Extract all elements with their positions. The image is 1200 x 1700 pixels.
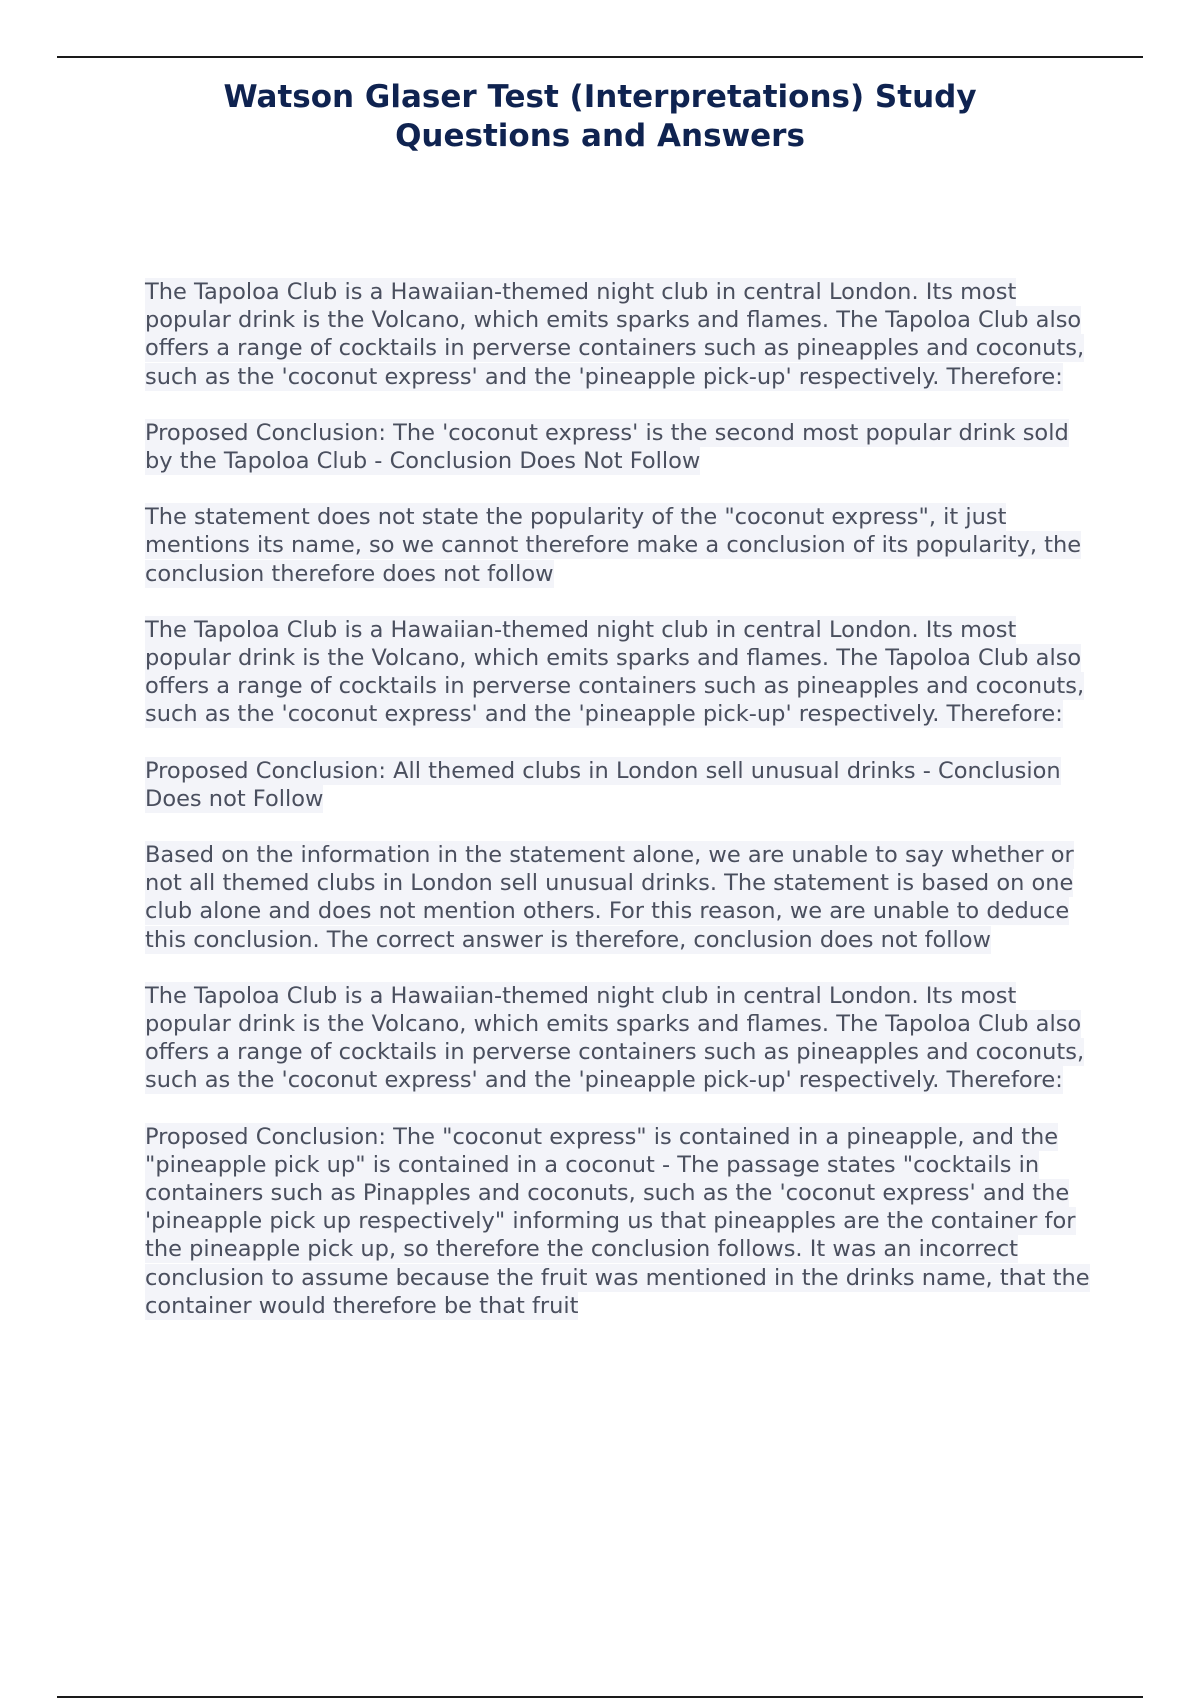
paragraph-text: The Tapoloa Club is a Hawaiian-themed night club in central London. Its most popular drink is the Volcano, which emits sparks and flames. The Tapoloa Club also offers a range of cocktails in perverse containers such as pineapples and coconuts, such as the 'coconut express' and the 'pineapple pick-up' respectively. Therefore: [145,279,1085,390]
paragraph-statement-2 [145,616,1095,729]
paragraph-statement-3 [145,982,1095,1095]
header-rule [57,56,1143,58]
paragraph-explanation-1 [145,503,1095,588]
paragraph-text: Proposed Conclusion: The 'coconut express' is the second most popular drink sold by the Tapoloa Club - Conclusion Does Not Follow [145,419,1069,475]
document-body [145,278,1095,1348]
paragraph-explanation-2 [145,841,1095,954]
document-title: Watson Glaser Test (Interpretations) Study Questions and Answers [223,79,977,154]
footer-rule [57,1696,1143,1698]
paragraph-conclusion-2 [145,757,1095,813]
paragraph-text: Proposed Conclusion: All themed clubs in London sell unusual drinks - Conclusion Does not Follow [145,757,1061,812]
paragraph-text: The statement does not state the popularity of the "coconut express", it just mentions its name, so we cannot therefore make a conclusion of its popularity, the conclusion therefore does not follow [145,504,1082,587]
paragraph-conclusion-3 [145,1123,1095,1320]
paragraph-text: Based on the information in the statement alone, we are unable to say whether or not all themed clubs in London sell unusual drinks. The statement is based on one club alone and does not mention others. For this reason, we are unable to deduce this conclusion. The correct answer is therefore, conclusion does not follow [145,842,1074,953]
paragraph-conclusion-1 [145,419,1095,475]
paragraph-text: The Tapoloa Club is a Hawaiian-themed night club in central London. Its most popular drink is the Volcano, which emits sparks and flames. The Tapoloa Club also offers a range of cocktails in perverse containers such as pineapples and coconuts, such as the 'coconut express' and the 'pineapple pick-up' respectively. Therefore: [145,982,1085,1094]
paragraph-statement-1 [145,278,1095,391]
paragraph-text: Proposed Conclusion: The "coconut express" is contained in a pineapple, and the "pineapple pick up" is contained in a coconut - The passage states "cocktails in containers such as Pinapples and coconuts, such as the 'coconut express' and the 'pineapple pick up respectively" informing us that pineapples are the container for the pineapple pick up, so therefore the conclusion follows. It was an incorrect conclusion to assume because the fruit was mentioned in the drinks name, that the container would therefore be that fruit [145,1123,1090,1319]
paragraph-text: The Tapoloa Club is a Hawaiian-themed night club in central London. Its most popular drink is the Volcano, which emits sparks and flames. The Tapoloa Club also offers a range of cocktails in perverse containers such as pineapples and coconuts, such as the 'coconut express' and the 'pineapple pick-up' respectively. Therefore: [145,616,1085,728]
